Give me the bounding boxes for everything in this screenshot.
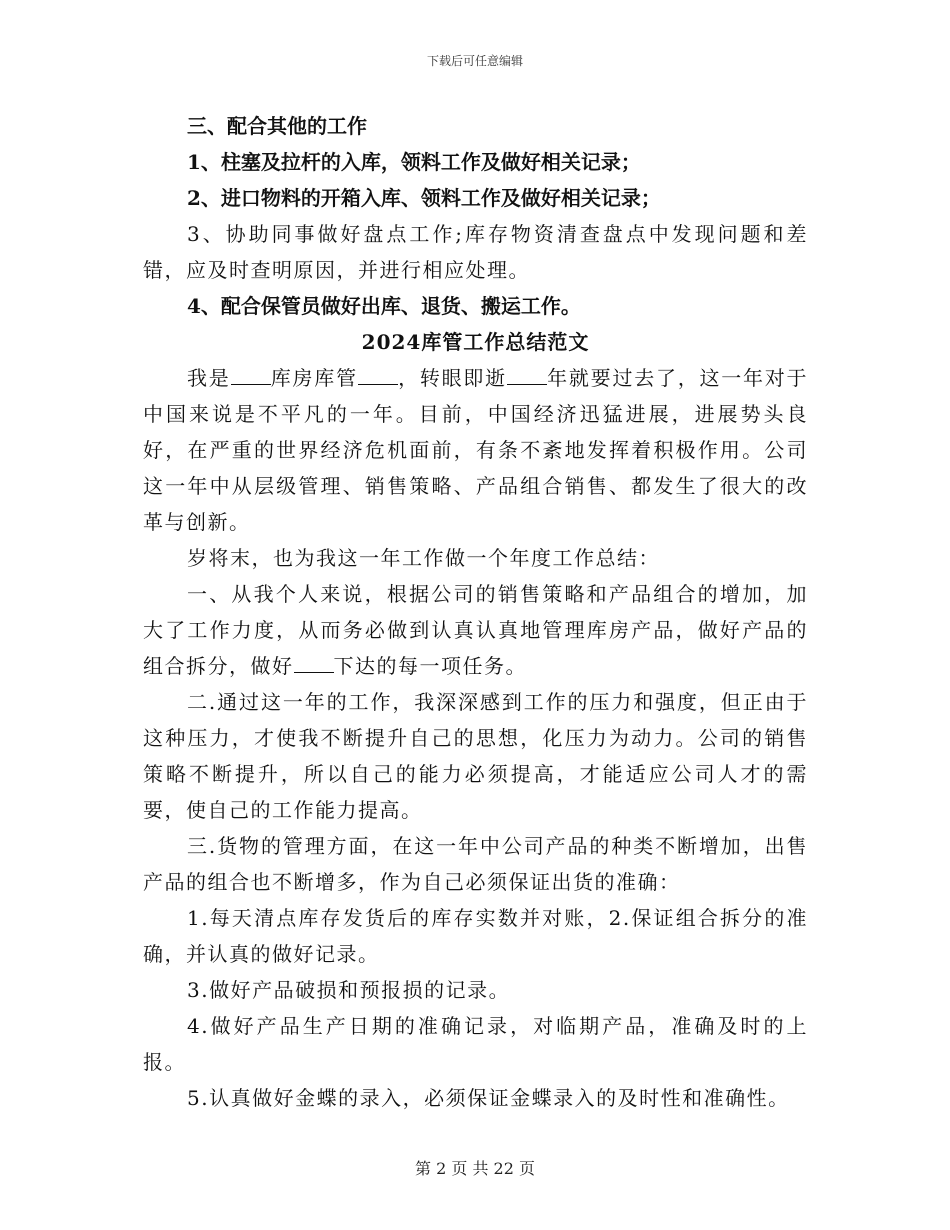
section-title: 三、配合其他的工作 (187, 114, 367, 138)
paragraph-two: 二.通过这一年的工作，我深深感到工作的压力和强度，但正由于这种压力，才使我不断提升自己的思想，化压力为动力。公司的销售策略不断提升，所以自己的能力必须提高，才能适应公司人才的需要，使自己的工作能力提高。 (143, 690, 808, 822)
blank-field (231, 368, 271, 385)
intro-text-c: ，转眼即逝 (397, 366, 507, 390)
blank-field (507, 368, 547, 385)
paragraph-one-text-a: 一、从我个人来说，根据公司的销售策略和产品组合的增加，加大了工作力度，从而务必做到认真认真地管理库房产品，做好产品的组合拆分，做好 (143, 582, 808, 678)
document-body (143, 108, 808, 1116)
document-title: 2024库管工作总结范文 (361, 330, 590, 354)
summary-paragraph: 岁将末，也为我这一年工作做一个年度工作总结： (187, 546, 660, 570)
paragraph-one-text-b: 下达的每一项任务。 (333, 654, 527, 678)
list-item-4: 4、配合保管员做好出库、退货、搬运工作。 (187, 294, 581, 318)
list-item-3: 3、协助同事做好盘点工作;库存物资清查盘点中发现问题和差错，应及时查明原因，并进行相应处理。 (143, 222, 808, 282)
intro-paragraph (143, 360, 808, 540)
intro-text-d: 年就要过去了，这一年对于中国来说是不平凡的一年。目前，中国经济迅猛进展，进展势头良好，在严重的世界经济危机面前，有条不紊地发挥着积极作用。公司这一年中从层级管理、销售策略、产品组合销售、都发生了很大的改革与创新。 (143, 366, 809, 534)
intro-text-b: 库房库管 (270, 366, 358, 390)
page-header-note: 下载后可任意编辑 (426, 54, 523, 68)
page-number: 第 2 页 共 22 页 (415, 1159, 535, 1178)
list-item-1: 1、柱塞及拉杆的入库，领料工作及做好相关记录； (187, 150, 641, 174)
numbered-item: 1.每天清点库存发货后的库存实数并对账，2.保证组合拆分的准确，并认真的做好记录。 (143, 906, 808, 966)
numbered-item: 3.做好产品破损和预报损的记录。 (187, 978, 511, 1002)
paragraph-three: 三.货物的管理方面，在这一年中公司产品的种类不断增加，出售产品的组合也不断增多，作为自己必须保证出货的准确： (143, 834, 808, 894)
list-item-2: 2、进口物料的开箱入库、领料工作及做好相关记录； (187, 186, 661, 210)
blank-field (294, 656, 334, 673)
paragraph-one (143, 576, 808, 684)
numbered-item: 5.认真做好金蝶的录入，必须保证金蝶录入的及时性和准确性。 (187, 1086, 790, 1110)
blank-field (358, 368, 398, 385)
intro-text-a: 我是 (187, 366, 231, 390)
numbered-item: 4.做好产品生产日期的准确记录，对临期产品，准确及时的上报。 (143, 1014, 808, 1074)
